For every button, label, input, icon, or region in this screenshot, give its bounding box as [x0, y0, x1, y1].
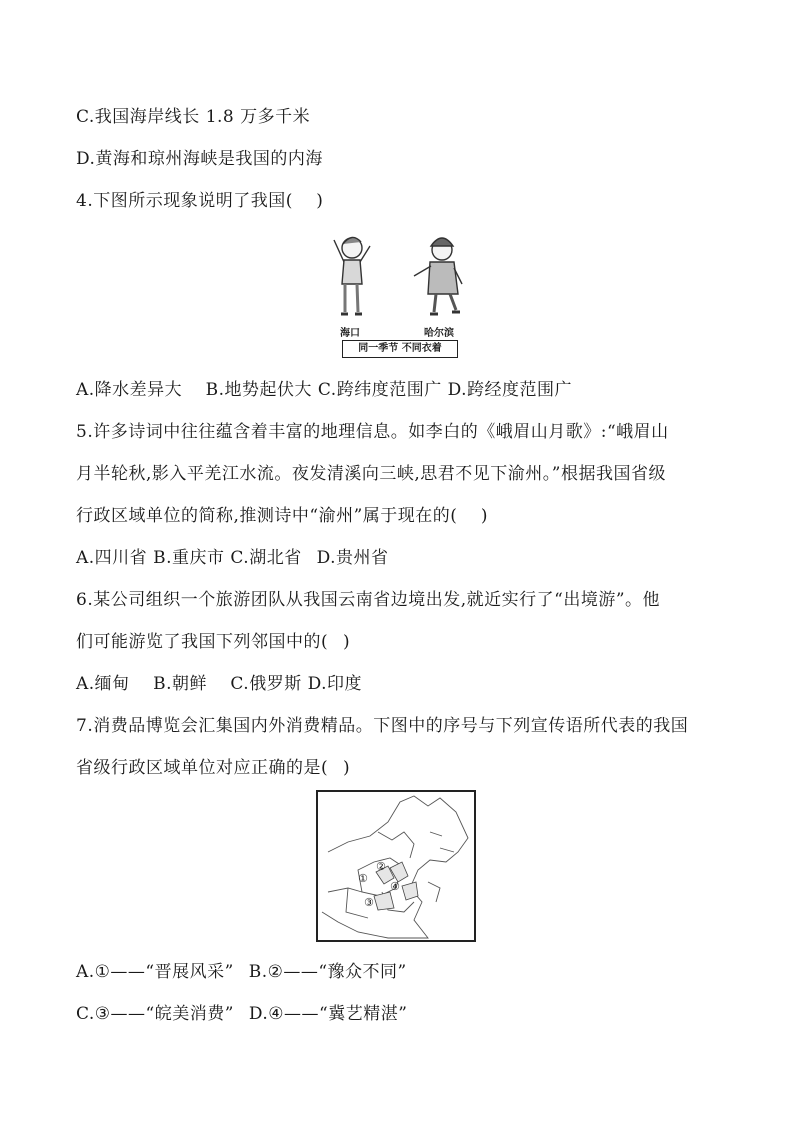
- question-4: 4.下图所示现象说明了我国( ): [76, 191, 324, 211]
- children-illustration: [330, 228, 470, 324]
- question-7-options-row2: C.③——“皖美消费” D.④——“冀艺精湛”: [76, 1004, 408, 1024]
- question-7-line1: 7.消费品博览会汇集国内外消费精品。下图中的序号与下列宣传语所代表的我国: [76, 716, 689, 736]
- clothing-figure: [330, 228, 470, 360]
- question-5-options: A.四川省 B.重庆市 C.湖北省 D.贵州省: [76, 548, 389, 568]
- question-7-options-row1: A.①——“晋展风采” B.②——“豫众不同”: [76, 962, 407, 982]
- map-label-2: ②: [376, 860, 386, 873]
- map-label-4: ④: [390, 880, 400, 893]
- question-4-options: A.降水差异大 B.地势起伏大 C.跨纬度范围广 D.跨经度范围广: [76, 380, 573, 400]
- map-label-1: ①: [358, 872, 368, 885]
- question-6-line1: 6.某公司组织一个旅游团队从我国云南省边境出发,就近实行了“出境游”。他: [76, 590, 661, 610]
- province-map: [318, 792, 474, 940]
- question-7-line2: 省级行政区域单位对应正确的是( ): [76, 758, 351, 778]
- question-5-line3: 行政区域单位的简称,推测诗中“渝州”属于现在的( ): [76, 506, 488, 526]
- map-label-3: ③: [364, 896, 374, 909]
- question-5-line2: 月半轮秋,影入平羌江水流。夜发清溪向三峡,思君不见下渝州。”根据我国省级: [76, 464, 666, 484]
- question-6-options: A.缅甸 B.朝鲜 C.俄罗斯 D.印度: [76, 674, 363, 694]
- china-map-figure: [316, 790, 476, 942]
- question-5-line1: 5.许多诗词中往往蕴含着丰富的地理信息。如李白的《峨眉山月歌》:“峨眉山: [76, 422, 669, 442]
- city-haikou: 海口: [340, 328, 360, 339]
- question-6-line2: 们可能游览了我国下列邻国中的( ): [76, 632, 351, 652]
- option-3c: C.我国海岸线长 1.8 万多千米: [76, 107, 311, 127]
- option-3d: D.黄海和琼州海峡是我国的内海: [76, 149, 323, 169]
- figure-caption: 同一季节 不同衣着: [342, 340, 458, 358]
- city-harbin: 哈尔滨: [424, 328, 454, 339]
